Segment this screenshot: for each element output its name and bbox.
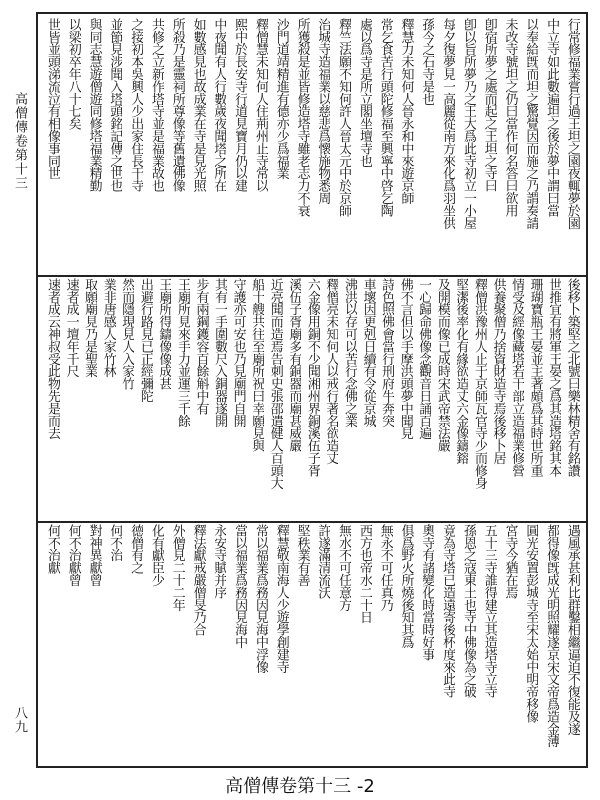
text-panel-middle xyxy=(42,278,582,518)
text-column: 當以福業爲務因見海中 xyxy=(232,524,248,649)
text-column: 無水不可任意方 xyxy=(336,524,352,611)
text-column: 佛不言但以手摩洪頭夢中聞見 xyxy=(397,278,413,440)
text-column: 然而隱現見人入家竹 xyxy=(119,278,135,390)
text-column: 外僧見二十二年 xyxy=(169,524,185,611)
text-column: 奧寺有諸變化時當時好事 xyxy=(419,524,435,661)
text-column: 共修之立新作塔寺並是福業故也 xyxy=(148,18,164,192)
text-column: 中夜聞有人行數歲夜聞塔之所在 xyxy=(211,18,227,192)
text-column: 車壞因更剋日續有令從京城 xyxy=(360,278,376,427)
text-column: 步有兩鋼鑊容百餘斛中有 xyxy=(193,278,209,415)
text-column: 釋慧敬南海人少遊學創建寺 xyxy=(273,524,289,673)
side-page-number: 八九 xyxy=(12,706,27,734)
text-panel-bottom xyxy=(42,524,582,762)
text-column: 卽以旨所夢乃之王大爲此寺初立一小屋 xyxy=(460,18,476,229)
text-column: 何不治 xyxy=(107,524,123,562)
text-column: 速者成一壇年千尺 xyxy=(63,278,79,378)
text-column: 卽宿所夢之處而起之王坦之寺曰 xyxy=(481,18,497,192)
text-column: 王廟所得鑄像像成甚 xyxy=(156,278,172,390)
text-column: 沸洪以存可以苦行念佛之業 xyxy=(342,278,357,427)
text-column: 世皆並頭涕流泣有相像事同世 xyxy=(45,18,60,180)
text-column: 孫今之石寺是也 xyxy=(419,18,435,105)
text-column: 釋竺法願不知何許人晉太元中於京師 xyxy=(336,18,352,217)
text-column: 對神異獻曾 xyxy=(86,524,102,587)
text-column: 取願廟見乃是聖業 xyxy=(82,278,98,378)
text-column: 六金像用銅不少聞湘州界銅溪伍子胥 xyxy=(304,278,320,477)
text-column: 守護亦可安也乃見廟門自開 xyxy=(230,278,246,427)
text-column: 俱爲野火所燒後知其爲 xyxy=(398,524,414,649)
text-column: 溪伍子胥廟多有銅器而廟甚威嚴 xyxy=(286,278,302,452)
text-column: 每夕復夢見一高麗從南方來化爲羽坐供 xyxy=(440,18,456,229)
text-column: 西方也帝水二十日 xyxy=(356,524,372,624)
text-column: 常乞食苦行頭陀修福至興寧中啓乞陶 xyxy=(377,18,393,217)
text-column: 孫恩之寇東土也寺中佛像為之破 xyxy=(460,524,476,698)
text-column: 宮寺今猶在焉 xyxy=(502,524,518,599)
column-group xyxy=(42,524,582,762)
text-column: 永安寺賦并序 xyxy=(211,524,227,599)
text-column: 與同志慧遊僧遊同修塔福業精勤 xyxy=(86,18,102,192)
column-group xyxy=(42,18,582,272)
text-column: 供養聚僧乃捨資財造寺焉後移卜居 xyxy=(490,278,506,465)
page-caption: 高僧傳卷第十三 -2 xyxy=(225,776,375,797)
side-title: 高僧傳卷第十三 xyxy=(12,92,27,190)
text-column: 船十艘共往至廟所祝曰幸願見與 xyxy=(249,278,265,452)
text-column: 許遂滿清流沃 xyxy=(315,524,331,599)
text-column: 所殺乃是靈祠所尊像等舊遺佛像 xyxy=(169,18,185,192)
text-column: 世推宜有將軍王晏之爲其造塔銘其本 xyxy=(546,278,562,477)
text-column: 詩色照佛會當行刑府牛奔突 xyxy=(379,278,395,427)
text-panel-top xyxy=(42,18,582,272)
text-column: 釋法獻戒嚴僧旻乃合 xyxy=(190,524,206,636)
text-column: 之接初本吳興人少出家住長干寺 xyxy=(128,18,144,192)
text-column: 所獲殺是並皆修造塔寺雖老志力不衰 xyxy=(294,18,310,217)
text-column: 都得像旣成光明照耀遂京宋文帝爲造金薄 xyxy=(544,524,560,748)
text-column: 化有獻臣少 xyxy=(148,524,164,587)
text-column: 及開模而像已成時宋武帝禁法嚴 xyxy=(434,278,450,452)
text-column: 遇風承甚利比群鑿相繼逼迫不復能及遂 xyxy=(564,524,580,735)
text-column: 熙中於長安寺行道見寶月仍以建 xyxy=(232,18,248,192)
text-column: 無永不可任真乃 xyxy=(377,524,393,611)
text-column: 王廟所見來手力並運三千餘 xyxy=(174,278,190,427)
text-column: 一心歸命佛像念觀音日誦百遍 xyxy=(416,278,432,440)
text-column: 沙門道靖精進有德亦少爲福業 xyxy=(273,18,289,180)
text-column: 何不治獻曾 xyxy=(65,524,81,587)
text-column: 常以福業爲務因見海中浮像 xyxy=(252,524,268,673)
text-column: 速者成云神叔受此物先是而去 xyxy=(45,278,60,440)
text-column: 德僧有之 xyxy=(128,524,144,574)
text-column: 釋僧洪豫州人止于京師瓦官寺少而修身 xyxy=(471,278,487,489)
text-column: 竟為寺塔已造遠寄後杯度來此寺 xyxy=(440,524,456,698)
text-column: 釋僧亮未知何人以戒行著名欲造丈 xyxy=(323,278,339,465)
text-column: 何不治獻 xyxy=(45,524,60,574)
text-column: 以梁初卒年八十七矣 xyxy=(65,18,81,130)
text-column: 其有一手圍數尺入銅器遂開 xyxy=(212,278,228,427)
text-column: 情受及經像藏塔若干部立造福業修營 xyxy=(509,278,525,477)
text-column: 後移卜築堅之北號曰樂林精舍有銘讚 xyxy=(564,278,580,477)
column-group xyxy=(42,278,582,518)
text-frame xyxy=(36,12,588,768)
text-column: 珊瑚寶瓶王晏並主著頗爲其時世所重 xyxy=(527,278,543,477)
text-column: 釋僧慧未知何人住荊州止寺常以 xyxy=(252,18,268,192)
text-column: 以奉給旣而坦之驚覺因而施之乃謂奏請 xyxy=(523,18,539,229)
text-column: 治城寺造福業以慈悲爲懷施物悉周 xyxy=(315,18,331,205)
text-column: 行常修福業嘗行過王坦之園夜輒夢於園 xyxy=(564,18,580,229)
text-column: 堅潔後率化有緣欲造丈六金像鑄鎔 xyxy=(453,278,469,465)
text-column: 中立寺如此數遍坦之後於夢中謂曰當 xyxy=(544,18,560,217)
text-column: 業非唐感人家竹林 xyxy=(100,278,116,378)
text-column: 未改寺號坦之仍曰當作何名答曰欲用 xyxy=(502,18,518,217)
text-column: 堅秩業有善 xyxy=(294,524,310,587)
text-column: 並節見涉聞入塔頭銘記傳之世也 xyxy=(107,18,123,192)
text-column: 釋慧力未知何人晉永和中來遊京師 xyxy=(398,18,414,205)
text-column: 五十三寺誰得建立其造塔寺立寺 xyxy=(481,524,497,698)
panel-divider xyxy=(38,275,586,277)
panel-divider xyxy=(38,521,586,523)
text-column: 如數感見也故成業在寺是見光照 xyxy=(190,18,206,192)
text-column: 處以爲寺是所立閣坐壇寺也 xyxy=(356,18,372,167)
text-column: 出避行路見已正經彌陀 xyxy=(137,278,153,403)
text-column: 圓光安置彭城寺至宋太始中明帝移像 xyxy=(523,524,539,723)
text-column: 近亮聞而造焉告刺史張邵遣健人百頭大 xyxy=(267,278,283,489)
